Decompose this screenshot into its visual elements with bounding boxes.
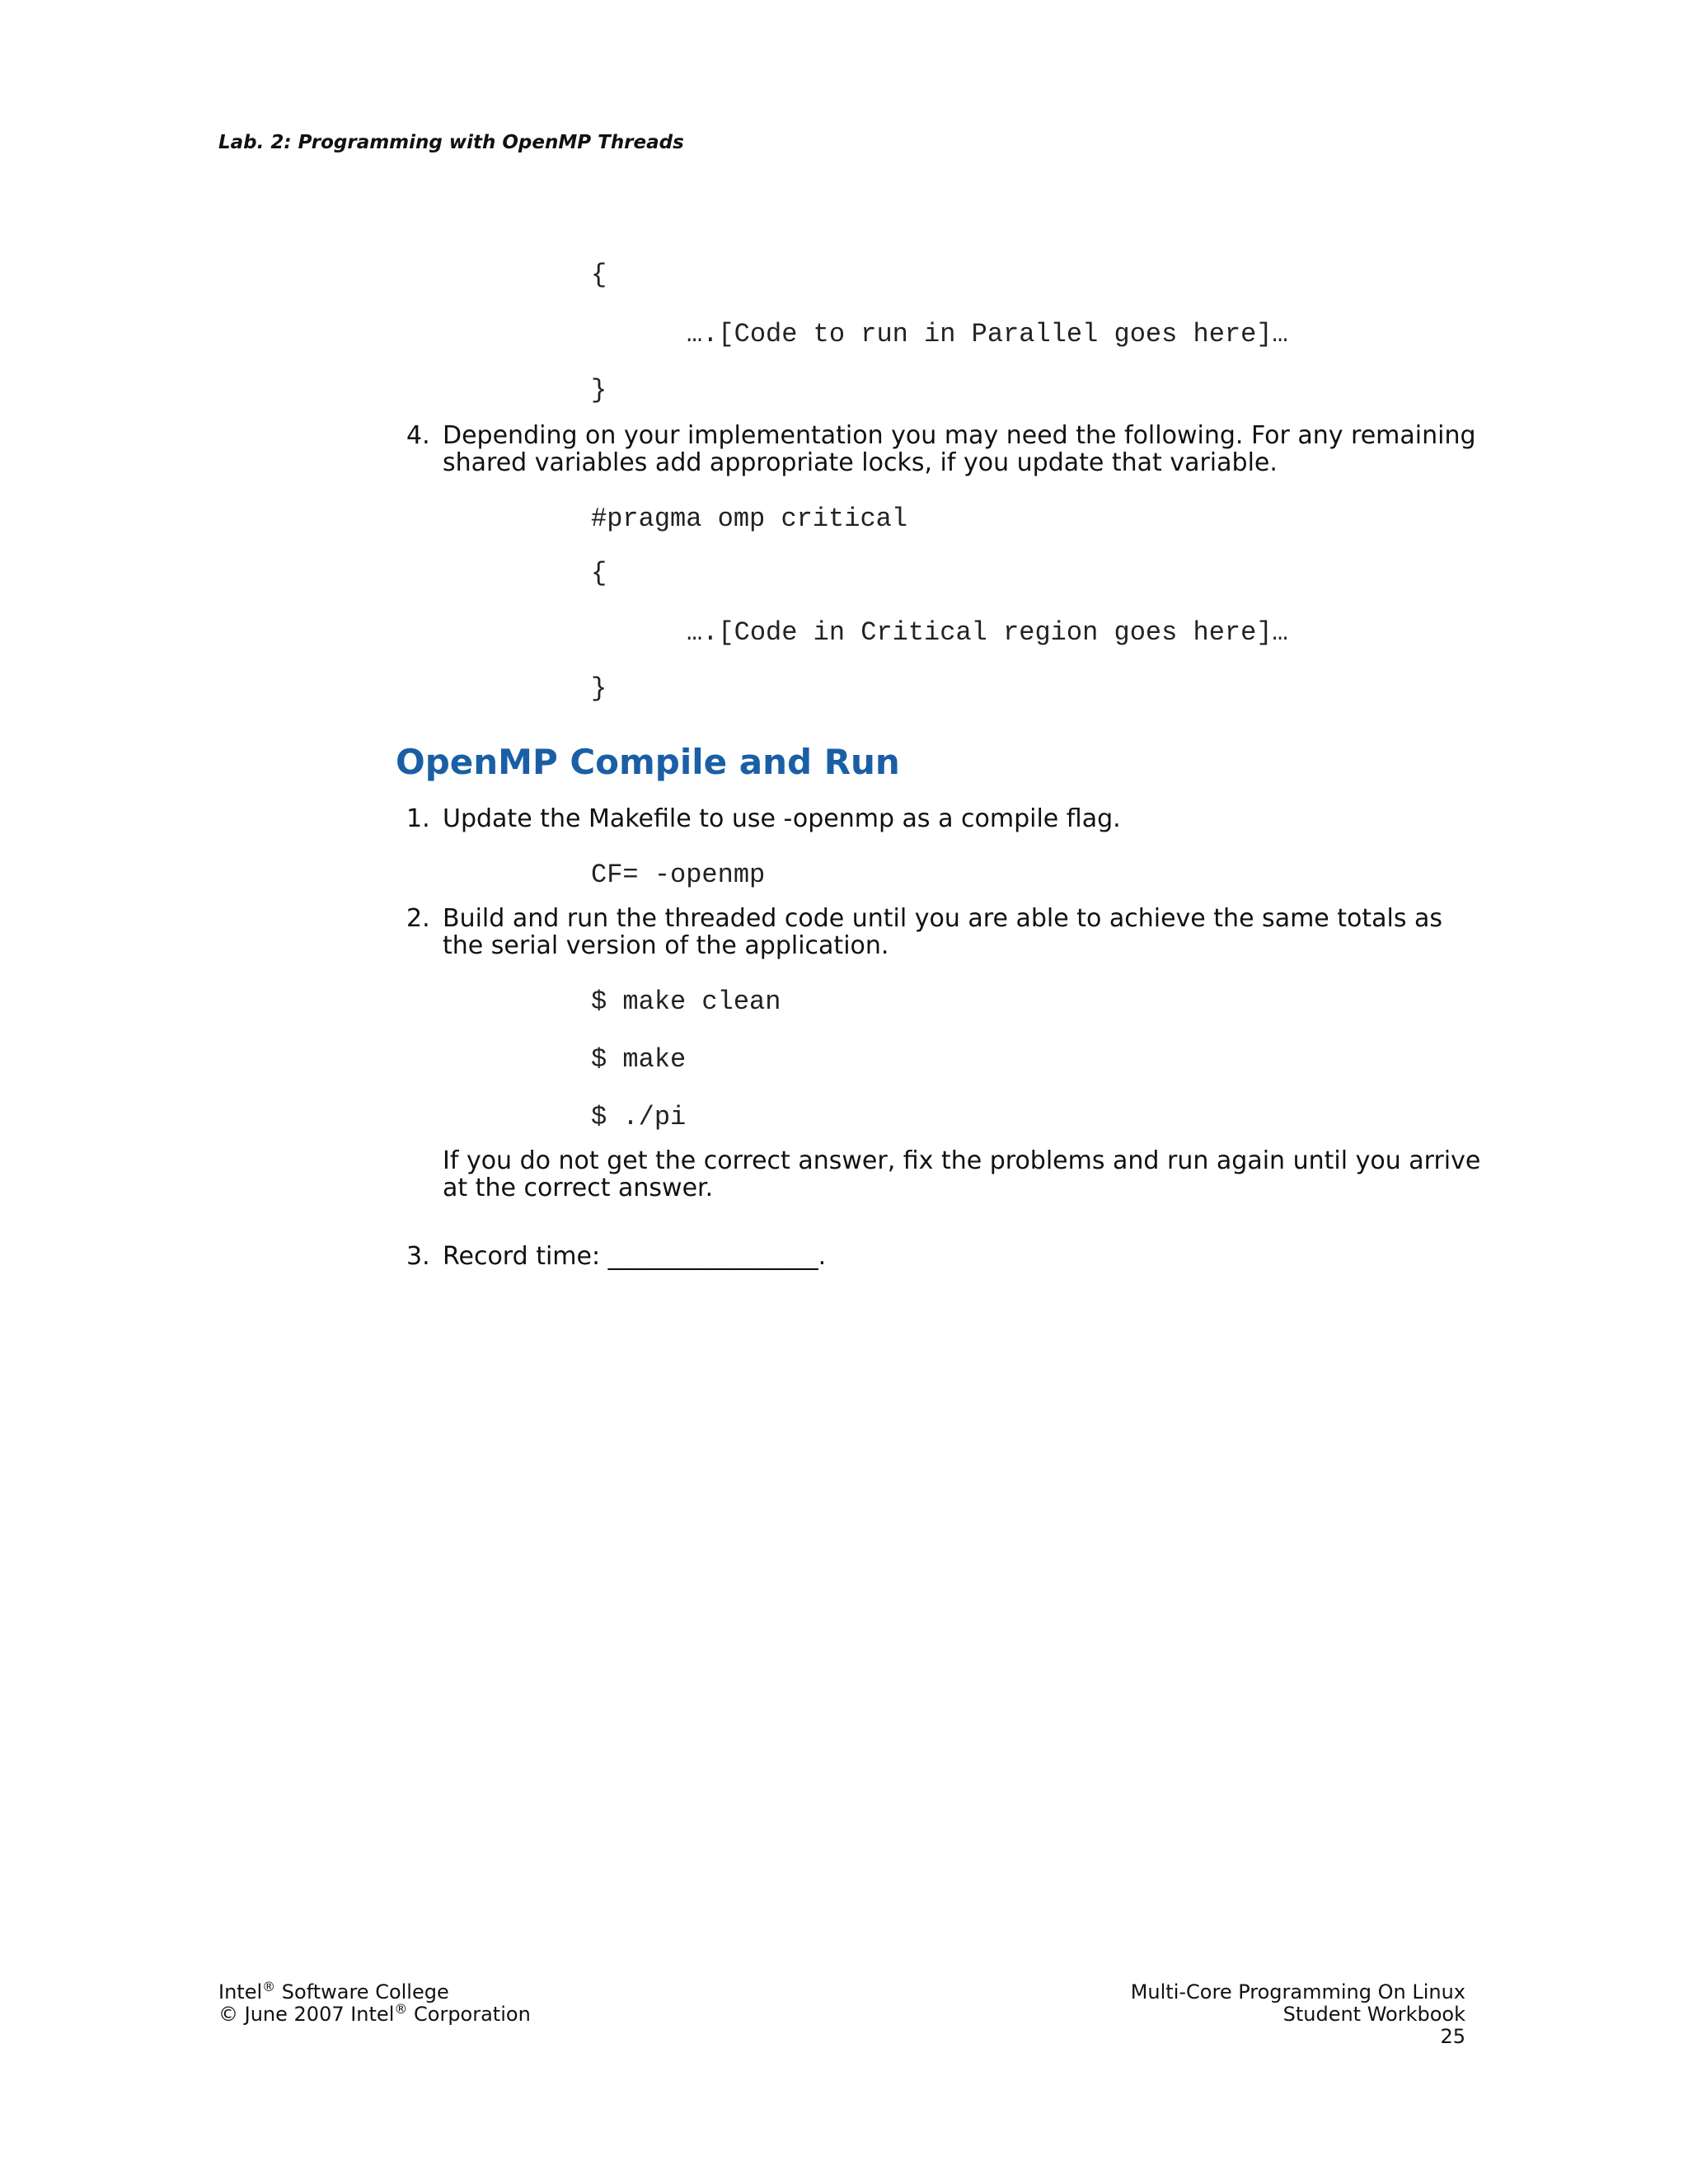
step-4-text-line-1: Depending on your implementation you may need the following. For any remaining (443, 421, 1476, 450)
step-4-text-line-2: shared variables add appropriate locks, if you update that variable. (443, 448, 1278, 477)
critical-close-brace: } (591, 673, 607, 704)
step-3-text: Record time: _________________. (443, 1242, 827, 1271)
critical-open-brace: { (591, 558, 607, 588)
step-1-text: Update the Makefile to use -openmp as a compile flag. (443, 804, 1121, 833)
parallel-code-placeholder: ….[Code to run in Parallel goes here]… (687, 319, 1288, 349)
footer-workbook-label: Student Workbook (1282, 2003, 1465, 2026)
command-make-clean: $ make clean (591, 987, 781, 1017)
footer-course-title: Multi-Core Programming On Linux (1130, 1980, 1465, 2004)
step-2-note-line-2: at the correct answer. (443, 1174, 714, 1202)
parallel-open-brace: { (591, 260, 607, 290)
section-heading: OpenMP Compile and Run (396, 742, 900, 782)
step-1-number: 1. (406, 804, 430, 833)
footer-left (218, 1981, 531, 2026)
footer-right (1131, 1981, 1465, 2048)
parallel-close-brace: } (591, 375, 607, 405)
step-2-note-line-1: If you do not get the correct answer, fix the problems and run again until you arrive (443, 1146, 1481, 1175)
footer-company: Intel® Software College (218, 1979, 449, 2004)
step-2-text-line-1: Build and run the threaded code until you are able to achieve the same totals as (443, 904, 1443, 933)
page-number: 25 (1440, 2025, 1465, 2048)
command-run-pi: $ ./pi (591, 1102, 687, 1132)
footer-copyright: © June 2007 Intel® Corporation (218, 2001, 531, 2026)
step-2-number: 2. (406, 904, 430, 933)
running-header: Lab. 2: Programming with OpenMP Threads (218, 132, 684, 153)
critical-pragma: #pragma omp critical (591, 504, 908, 534)
step-3-number: 3. (406, 1242, 430, 1271)
command-make: $ make (591, 1044, 687, 1075)
compile-flag-code: CF= -openmp (591, 860, 766, 890)
step-4-number: 4. (406, 421, 430, 450)
critical-code-placeholder: ….[Code in Critical region goes here]… (687, 617, 1288, 648)
step-2-text-line-2: the serial version of the application. (443, 931, 889, 960)
